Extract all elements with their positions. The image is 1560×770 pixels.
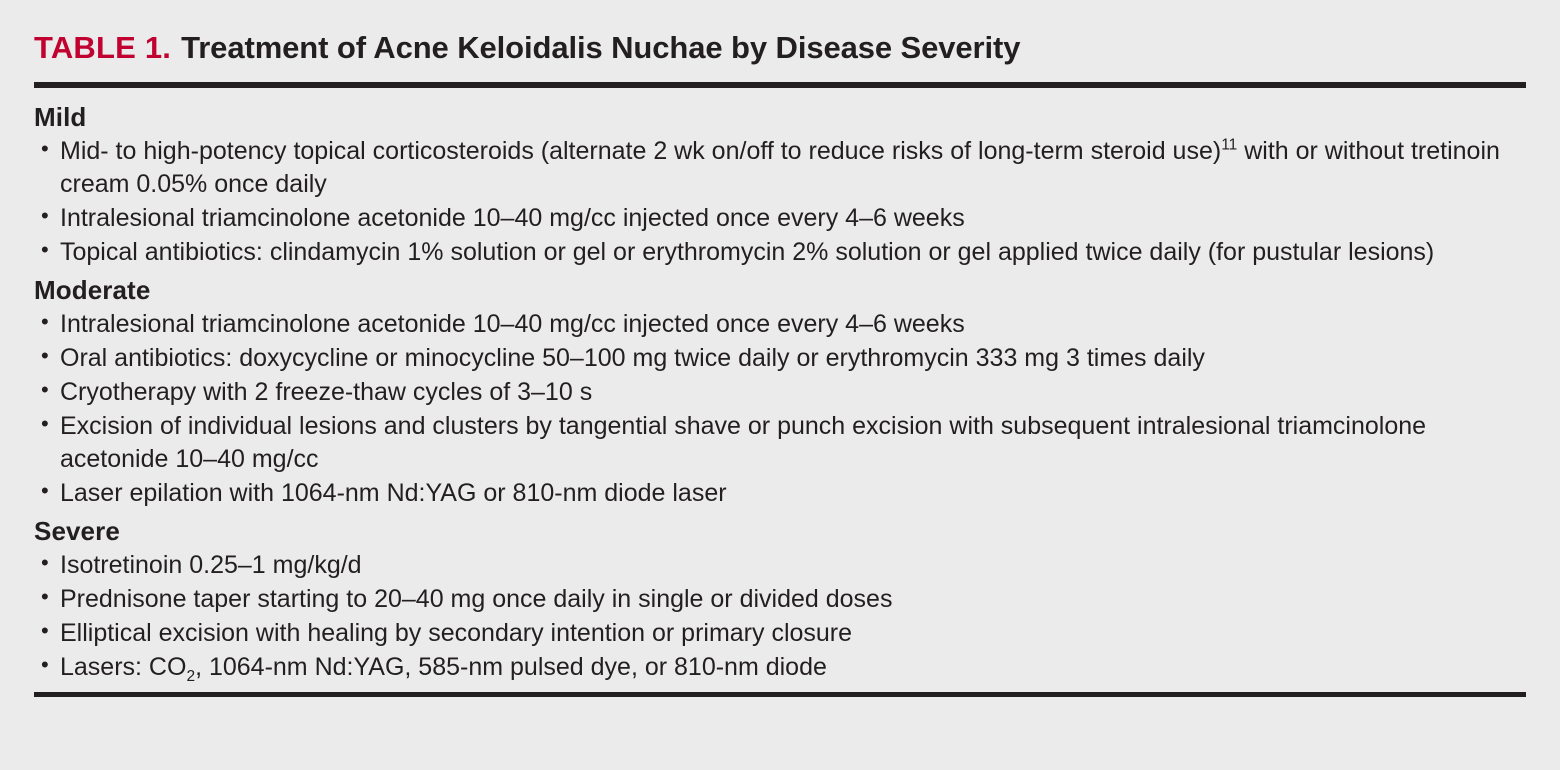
chemical-subscript: 2 (186, 668, 196, 685)
item-text: with or without tretinoin cream 0.05% once daily (60, 137, 1500, 198)
severity-section (34, 275, 1526, 510)
table-bottom-rule (34, 692, 1526, 697)
treatment-list-item (34, 651, 1526, 684)
severity-heading: Mild (34, 102, 87, 132)
treatment-list-item (34, 477, 1526, 510)
treatment-list (34, 135, 1526, 269)
sections-host (34, 102, 1526, 684)
item-text: Prednisone taper starting to 20–40 mg once daily in single or divided doses (60, 585, 893, 613)
item-text: Oral antibiotics: doxycycline or minocycline 50–100 mg twice daily or erythromycin 333 mg 3 times daily (60, 344, 1205, 372)
severity-section (34, 516, 1526, 684)
item-text: Intralesional triamcinolone acetonide 10–40 mg/cc injected once every 4–6 weeks (60, 310, 965, 338)
item-text: Elliptical excision with healing by secondary intention or primary closure (60, 619, 853, 647)
treatment-list (34, 308, 1526, 510)
treatment-list-item (34, 617, 1526, 650)
treatment-list-item (34, 236, 1526, 269)
item-text: Mid- to high-potency topical corticosteroids (alternate 2 wk on/off to reduce risks of long-term steroid use) (60, 137, 1222, 165)
treatment-list-item (34, 410, 1526, 476)
treatment-list-item (34, 583, 1526, 616)
table-title: Treatment of Acne Keloidalis Nuchae by Disease Severity (181, 30, 1021, 65)
table-body (0, 88, 1560, 684)
table-number-label: TABLE 1. (34, 30, 172, 65)
item-text: Intralesional triamcinolone acetonide 10–40 mg/cc injected once every 4–6 weeks (60, 204, 965, 232)
severity-heading: Severe (34, 516, 120, 546)
treatment-list-item (34, 342, 1526, 375)
reference-superscript: 11 (1221, 136, 1238, 154)
table-caption (0, 0, 1560, 82)
treatment-list-item (34, 308, 1526, 341)
item-text: Excision of individual lesions and clusters by tangential shave or punch excision with subsequent intralesional triamcinolone acetonide 10–40 mg/cc (60, 412, 1427, 473)
treatment-list-item (34, 376, 1526, 409)
item-text: Laser epilation with 1064-nm Nd:YAG or 810-nm diode laser (60, 479, 727, 507)
treatment-list-item (34, 135, 1526, 201)
item-text: Cryotherapy with 2 freeze-thaw cycles of 3–10 s (60, 378, 593, 406)
treatment-list-item (34, 549, 1526, 582)
severity-heading: Moderate (34, 275, 151, 305)
item-text: Lasers: CO (60, 653, 187, 681)
item-text: Isotretinoin 0.25–1 mg/kg/d (60, 551, 362, 579)
severity-section (34, 102, 1526, 269)
item-text: Topical antibiotics: clindamycin 1% solution or gel or erythromycin 2% solution or gel applied twice daily (for pustular lesions) (60, 238, 1435, 266)
treatment-list-item (34, 202, 1526, 235)
item-text: , 1064-nm Nd:YAG, 585-nm pulsed dye, or 810-nm diode (195, 653, 827, 681)
treatment-list (34, 549, 1526, 684)
